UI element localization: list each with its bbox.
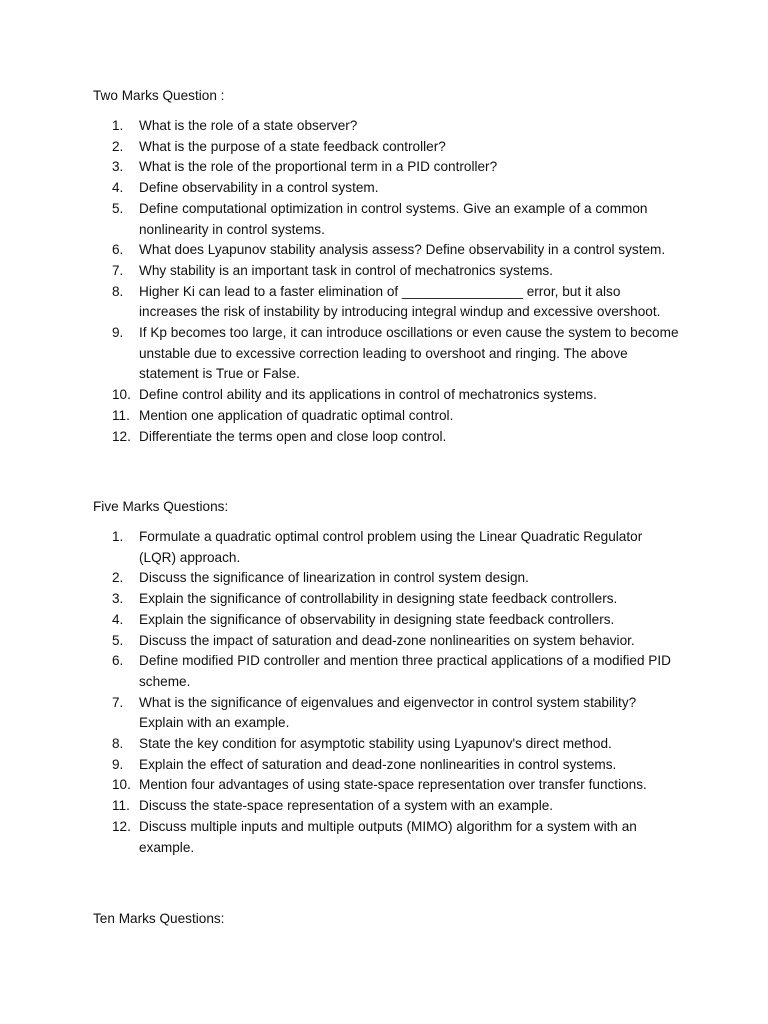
question-text: Define modified PID controller and mention three practical applications of a modified PID scheme. (139, 653, 671, 689)
question-number: 7. (112, 694, 124, 710)
question-item (112, 631, 682, 652)
question-item (112, 385, 682, 406)
question-text: Discuss the impact of saturation and dead-zone nonlinearities on system behavior. (139, 632, 635, 648)
question-item (112, 651, 682, 692)
question-text: State the key condition for asymptotic stability using Lyapunov's direct method. (139, 736, 612, 752)
question-number: 11. (112, 798, 130, 814)
question-number: 3. (112, 591, 124, 607)
question-number: 6. (112, 653, 124, 669)
question-text: Discuss multiple inputs and multiple outputs (MIMO) algorithm for a system with an example. (139, 818, 637, 855)
question-text: What is the significance of eigenvalues and eigenvector in control system stability? Explain with an example. (139, 694, 637, 731)
question-item (112, 199, 682, 240)
question-text: Formulate a quadratic optimal control problem using the Linear Quadratic Regulator (LQR) approach. (139, 529, 643, 565)
question-number: 4. (112, 611, 124, 627)
question-text: Define observability in a control system. (139, 180, 379, 196)
question-item (112, 116, 682, 137)
question-text: If Kp becomes too large, it can introduce oscillations or even cause the system to become unstable due to excessive correction leading to overshoot and ringing. The above statement is True or False. (139, 325, 679, 382)
question-item (112, 178, 682, 199)
two-marks-heading: Two Marks Question : (93, 88, 225, 103)
question-number: 9. (112, 756, 124, 772)
question-number: 4. (112, 180, 124, 196)
question-number: 2. (112, 138, 124, 154)
question-text: What does Lyapunov stability analysis assess? Define observability in a control system. (139, 242, 666, 258)
ten-marks-heading: Ten Marks Questions: (93, 911, 225, 926)
question-text: Explain the effect of saturation and dead-zone nonlinearities in control systems. (139, 756, 617, 772)
question-item (112, 589, 682, 610)
question-item (112, 261, 682, 282)
question-number: 11. (112, 407, 130, 423)
five-marks-heading: Five Marks Questions: (93, 499, 229, 514)
question-text: Explain the significance of observability in designing state feedback controllers. (139, 611, 615, 627)
question-item (112, 427, 682, 448)
question-text: What is the role of a state observer? (139, 118, 358, 133)
question-text: Define control ability and its applications in control of mechatronics systems. (139, 387, 597, 403)
question-text: Explain the significance of controllability in designing state feedback controllers. (139, 591, 618, 607)
question-item (112, 775, 682, 796)
question-number: 7. (112, 262, 124, 278)
question-item (112, 240, 682, 261)
question-number: 6. (112, 242, 124, 258)
question-number: 1. (112, 529, 124, 544)
question-number: 5. (112, 632, 124, 648)
question-text: Why stability is an important task in control of mechatronics systems. (139, 262, 553, 278)
question-text: Define computational optimization in control systems. Give an example of a common nonlinearity in control systems. (139, 200, 648, 237)
question-number: 3. (112, 159, 124, 175)
question-item (112, 527, 682, 568)
question-number: 8. (112, 736, 124, 752)
question-number: 2. (112, 570, 124, 586)
question-item (112, 693, 682, 734)
question-text: What is the purpose of a state feedback controller? (139, 138, 446, 154)
question-item (112, 157, 682, 178)
question-number: 10. (112, 777, 131, 793)
question-item (112, 323, 682, 385)
question-item (112, 406, 682, 427)
question-text: Discuss the state-space representation of a system with an example. (139, 798, 554, 814)
question-text: Discuss the significance of linearization in control system design. (139, 570, 529, 586)
question-number: 8. (112, 283, 124, 299)
question-number: 12. (112, 818, 131, 834)
two-marks-question-list (112, 116, 682, 447)
question-text: Higher Ki can lead to a faster elimination of ________________ error, but it also increases the risk of instability by introducing integral windup and excessive overshoot. (139, 283, 661, 320)
question-number: 12. (112, 428, 131, 444)
five-marks-question-list (112, 527, 682, 858)
question-text: What is the role of the proportional term in a PID controller? (139, 159, 498, 175)
question-item (112, 817, 682, 858)
question-number: 1. (112, 118, 124, 133)
question-item (112, 282, 682, 323)
question-item (112, 734, 682, 755)
question-text: Mention four advantages of using state-space representation over transfer functions. (139, 777, 647, 793)
question-item (112, 755, 682, 776)
question-item (112, 568, 682, 589)
question-item (112, 137, 682, 158)
question-text: Differentiate the terms open and close loop control. (139, 428, 447, 444)
question-number: 9. (112, 325, 124, 341)
question-item (112, 610, 682, 631)
question-text: Mention one application of quadratic optimal control. (139, 407, 454, 423)
question-number: 10. (112, 387, 131, 403)
question-number: 5. (112, 200, 124, 216)
question-item (112, 796, 682, 817)
